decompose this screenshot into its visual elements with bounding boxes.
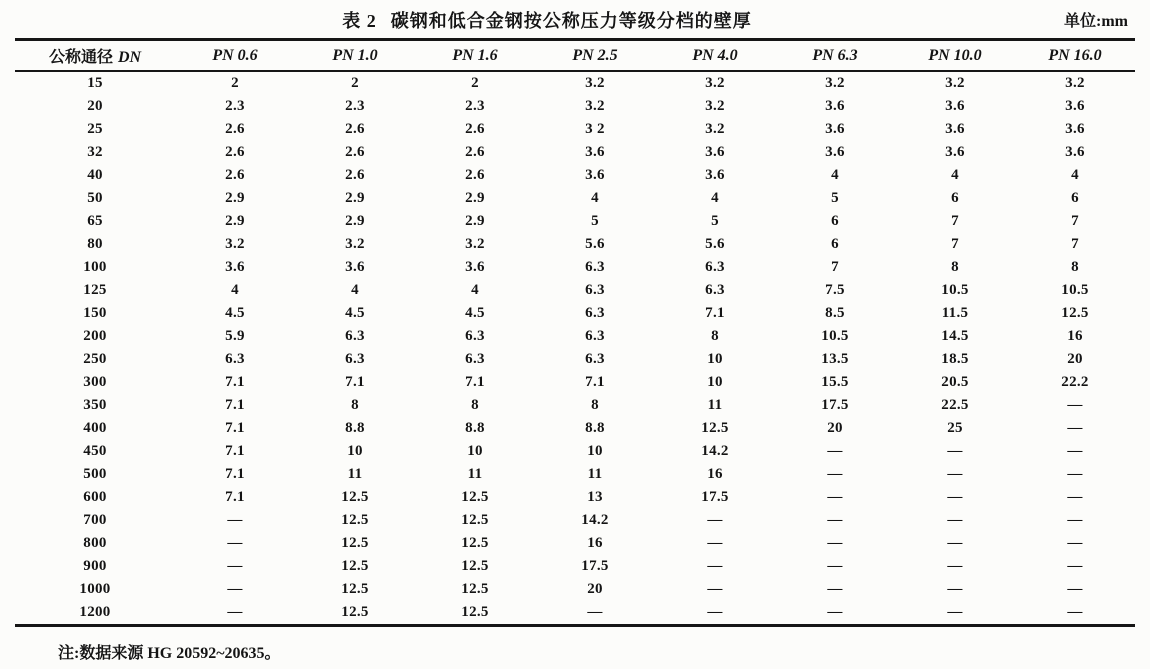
thickness-cell: — bbox=[227, 581, 243, 597]
table-row bbox=[15, 601, 1135, 626]
thickness-cell: 6.3 bbox=[705, 259, 725, 275]
dn-header-text: 公称通径 bbox=[48, 49, 113, 66]
thickness-cell: 13.5 bbox=[821, 351, 849, 367]
thickness-cell: 4 bbox=[711, 190, 719, 206]
title-row bbox=[0, 0, 1150, 38]
thickness-cell: 5 bbox=[831, 190, 839, 206]
thickness-cell: — bbox=[947, 512, 963, 528]
thickness-cell: 3.6 bbox=[945, 121, 965, 137]
thickness-cell: 3.2 bbox=[585, 75, 605, 91]
thickness-cell: — bbox=[1067, 581, 1083, 597]
unit-label: 单位:mm bbox=[1064, 13, 1128, 30]
thickness-cell: 17.5 bbox=[701, 489, 729, 505]
thickness-cell: 3.2 bbox=[225, 236, 245, 252]
table-row bbox=[15, 233, 1135, 256]
thickness-cell: 2.9 bbox=[225, 213, 245, 229]
thickness-cell: — bbox=[175, 601, 295, 626]
thickness-cell: 6.3 bbox=[465, 351, 485, 367]
thickness-cell: 2 bbox=[471, 75, 479, 91]
thickness-cell: 11 bbox=[707, 397, 723, 413]
thickness-cell: 8.5 bbox=[825, 305, 845, 321]
dn-cell: 80 bbox=[87, 236, 103, 252]
thickness-cell: 3.6 bbox=[585, 167, 605, 183]
thickness-cell: — bbox=[947, 535, 963, 551]
thickness-cell: 2 bbox=[231, 75, 239, 91]
table-row bbox=[15, 141, 1135, 164]
dn-cell: 50 bbox=[87, 190, 103, 206]
thickness-cell: 7.1 bbox=[705, 305, 725, 321]
thickness-cell: — bbox=[827, 558, 843, 574]
thickness-cell: 7.1 bbox=[585, 374, 605, 390]
thickness-cell: 12.5 bbox=[415, 601, 535, 626]
thickness-cell: 3.2 bbox=[585, 98, 605, 114]
table-row bbox=[15, 417, 1135, 440]
thickness-cell: 12.5 bbox=[1061, 305, 1089, 321]
table-row bbox=[15, 394, 1135, 417]
dn-cell: 300 bbox=[83, 374, 107, 390]
dn-cell: 450 bbox=[83, 443, 107, 459]
thickness-cell: 12.5 bbox=[461, 535, 489, 551]
thickness-cell: 20 bbox=[827, 420, 843, 436]
thickness-cell: 2.6 bbox=[465, 121, 485, 137]
thickness-cell: — bbox=[827, 535, 843, 551]
thickness-cell: 3.6 bbox=[945, 144, 965, 160]
thickness-cell: 7.1 bbox=[225, 397, 245, 413]
thickness-cell: 6.3 bbox=[585, 282, 605, 298]
dn-cell: 350 bbox=[83, 397, 107, 413]
thickness-cell: 3.2 bbox=[705, 121, 725, 137]
thickness-cell: 22.2 bbox=[1061, 374, 1089, 390]
thickness-cell: 6.3 bbox=[705, 282, 725, 298]
thickness-cell: 3.6 bbox=[825, 121, 845, 137]
thickness-cell: 2.9 bbox=[345, 213, 365, 229]
dn-cell: 65 bbox=[87, 213, 103, 229]
thickness-cell: — bbox=[707, 558, 723, 574]
thickness-cell: 5 bbox=[711, 213, 719, 229]
thickness-cell: 10 bbox=[707, 351, 723, 367]
thickness-cell: 2.6 bbox=[225, 144, 245, 160]
dn-cell: 20 bbox=[87, 98, 103, 114]
thickness-cell: — bbox=[227, 535, 243, 551]
table-row bbox=[15, 509, 1135, 532]
thickness-cell: 2.6 bbox=[345, 144, 365, 160]
thickness-cell: 6.3 bbox=[345, 351, 365, 367]
column-header-pn-16.0: PN 16.0 bbox=[1015, 40, 1135, 72]
thickness-cell: 3.6 bbox=[225, 259, 245, 275]
thickness-cell: — bbox=[895, 601, 1015, 626]
thickness-cell: 7 bbox=[951, 236, 959, 252]
table-title bbox=[0, 7, 1122, 33]
thickness-cell: 8 bbox=[351, 397, 359, 413]
thickness-cell: 12.5 bbox=[295, 601, 415, 626]
thickness-cell: 6.3 bbox=[465, 328, 485, 344]
thickness-cell: 2.9 bbox=[465, 213, 485, 229]
thickness-cell: 8.8 bbox=[465, 420, 485, 436]
thickness-cell: 14.2 bbox=[701, 443, 729, 459]
thickness-cell: 12.5 bbox=[701, 420, 729, 436]
thickness-cell: 11.5 bbox=[941, 305, 969, 321]
header-row bbox=[15, 40, 1135, 72]
column-header-pn-2.5: PN 2.5 bbox=[535, 40, 655, 72]
thickness-cell: 6.3 bbox=[585, 305, 605, 321]
thickness-cell: 7 bbox=[951, 213, 959, 229]
thickness-cell: 16 bbox=[707, 466, 723, 482]
thickness-cell: 20 bbox=[1067, 351, 1083, 367]
thickness-cell: 3.6 bbox=[705, 144, 725, 160]
thickness-cell: 3.6 bbox=[345, 259, 365, 275]
thickness-cell: 3.2 bbox=[1065, 75, 1085, 91]
dn-cell: 15 bbox=[87, 75, 103, 91]
table-row bbox=[15, 210, 1135, 233]
thickness-cell: 4 bbox=[351, 282, 359, 298]
thickness-cell: — bbox=[827, 466, 843, 482]
column-header-pn-0.6: PN 0.6 bbox=[175, 40, 295, 72]
thickness-cell: 7.1 bbox=[225, 420, 245, 436]
thickness-cell: 2.9 bbox=[465, 190, 485, 206]
thickness-cell: 17.5 bbox=[581, 558, 609, 574]
thickness-cell: 12.5 bbox=[461, 581, 489, 597]
thickness-cell: 3.6 bbox=[705, 167, 725, 183]
thickness-cell: 12.5 bbox=[461, 489, 489, 505]
thickness-cell: — bbox=[1067, 489, 1083, 505]
thickness-cell: 10.5 bbox=[1061, 282, 1089, 298]
thickness-cell: 2.6 bbox=[225, 167, 245, 183]
thickness-cell: 8 bbox=[591, 397, 599, 413]
thickness-cell: 14.5 bbox=[941, 328, 969, 344]
dn-cell: 1000 bbox=[79, 581, 111, 597]
thickness-cell: 8 bbox=[1071, 259, 1079, 275]
thickness-cell: 10.5 bbox=[941, 282, 969, 298]
wall-thickness-table bbox=[15, 38, 1135, 627]
thickness-cell: — bbox=[947, 581, 963, 597]
thickness-cell: — bbox=[1067, 420, 1083, 436]
table-row bbox=[15, 578, 1135, 601]
thickness-cell: — bbox=[707, 512, 723, 528]
dn-cell: 800 bbox=[83, 535, 107, 551]
table-row bbox=[15, 71, 1135, 95]
thickness-cell: 10.5 bbox=[821, 328, 849, 344]
thickness-cell: 2.6 bbox=[345, 121, 365, 137]
dn-cell: 32 bbox=[87, 144, 103, 160]
thickness-cell: 16 bbox=[1067, 328, 1083, 344]
dn-cell: 150 bbox=[83, 305, 107, 321]
thickness-cell: 2.3 bbox=[465, 98, 485, 114]
thickness-cell: — bbox=[827, 512, 843, 528]
dn-cell: 200 bbox=[83, 328, 107, 344]
thickness-cell: 7.1 bbox=[225, 374, 245, 390]
thickness-cell: 6 bbox=[1071, 190, 1079, 206]
thickness-cell: 4 bbox=[831, 167, 839, 183]
thickness-cell: 12.5 bbox=[461, 512, 489, 528]
thickness-cell: 14.2 bbox=[581, 512, 609, 528]
thickness-cell: 4.5 bbox=[345, 305, 365, 321]
thickness-cell: 11 bbox=[587, 466, 603, 482]
thickness-cell: — bbox=[707, 535, 723, 551]
thickness-cell: 10 bbox=[707, 374, 723, 390]
dn-cell: 40 bbox=[87, 167, 103, 183]
thickness-cell: 3.6 bbox=[1065, 121, 1085, 137]
table-note: 注:数据来源 HG 20592~20635。 bbox=[58, 645, 281, 662]
thickness-cell: 3.2 bbox=[705, 75, 725, 91]
dn-cell: 500 bbox=[83, 466, 107, 482]
dn-cell: 25 bbox=[87, 121, 103, 137]
thickness-cell: 2.3 bbox=[345, 98, 365, 114]
thickness-cell: 7.1 bbox=[225, 443, 245, 459]
dn-cell: 600 bbox=[83, 489, 107, 505]
table-row bbox=[15, 302, 1135, 325]
thickness-cell: 8.8 bbox=[345, 420, 365, 436]
thickness-cell: 5 bbox=[591, 213, 599, 229]
thickness-cell: 4 bbox=[231, 282, 239, 298]
table-row bbox=[15, 279, 1135, 302]
thickness-cell: — bbox=[947, 466, 963, 482]
thickness-cell: — bbox=[947, 443, 963, 459]
thickness-cell: 15.5 bbox=[821, 374, 849, 390]
thickness-cell: — bbox=[827, 443, 843, 459]
thickness-cell: 6.3 bbox=[345, 328, 365, 344]
thickness-cell: — bbox=[827, 581, 843, 597]
thickness-cell: 12.5 bbox=[341, 489, 369, 505]
thickness-cell: 6.3 bbox=[585, 351, 605, 367]
table-row bbox=[15, 486, 1135, 509]
thickness-cell: 6.3 bbox=[225, 351, 245, 367]
table-title-text: 碳钢和低合金钢按公称压力等级分档的壁厚 bbox=[390, 11, 752, 31]
thickness-cell: 4 bbox=[951, 167, 959, 183]
thickness-cell: 4 bbox=[591, 190, 599, 206]
table-row bbox=[15, 325, 1135, 348]
thickness-cell: — bbox=[1067, 443, 1083, 459]
thickness-cell: 12.5 bbox=[341, 581, 369, 597]
thickness-cell: 2 bbox=[351, 75, 359, 91]
thickness-cell: 10 bbox=[467, 443, 483, 459]
thickness-cell: 5.9 bbox=[225, 328, 245, 344]
thickness-cell: — bbox=[947, 558, 963, 574]
thickness-cell: — bbox=[1067, 535, 1083, 551]
thickness-cell: — bbox=[827, 489, 843, 505]
thickness-cell: 5.6 bbox=[585, 236, 605, 252]
thickness-cell: 7.1 bbox=[345, 374, 365, 390]
thickness-cell: 7.1 bbox=[225, 489, 245, 505]
table-row bbox=[15, 348, 1135, 371]
thickness-cell: 7 bbox=[1071, 213, 1079, 229]
dn-cell: 400 bbox=[83, 420, 107, 436]
thickness-cell: 10 bbox=[587, 443, 603, 459]
thickness-cell: — bbox=[1067, 466, 1083, 482]
thickness-cell: 20.5 bbox=[941, 374, 969, 390]
thickness-cell: 3.6 bbox=[945, 98, 965, 114]
column-header-pn-4.0: PN 4.0 bbox=[655, 40, 775, 72]
column-header-dn bbox=[15, 40, 175, 72]
thickness-cell: 2.9 bbox=[345, 190, 365, 206]
table-row bbox=[15, 118, 1135, 141]
thickness-cell: — bbox=[655, 601, 775, 626]
thickness-cell: 7 bbox=[1071, 236, 1079, 252]
thickness-cell: 3.6 bbox=[1065, 144, 1085, 160]
table-row bbox=[15, 187, 1135, 210]
thickness-cell: 6.3 bbox=[585, 259, 605, 275]
thickness-cell: — bbox=[535, 601, 655, 626]
thickness-cell: 4 bbox=[1071, 167, 1079, 183]
thickness-cell: 11 bbox=[347, 466, 363, 482]
thickness-cell: 8 bbox=[471, 397, 479, 413]
table-row bbox=[15, 463, 1135, 486]
dn-cell: 700 bbox=[83, 512, 107, 528]
thickness-cell: 3.6 bbox=[585, 144, 605, 160]
column-header-pn-1.6: PN 1.6 bbox=[415, 40, 535, 72]
thickness-cell: 12.5 bbox=[341, 558, 369, 574]
table-row bbox=[15, 95, 1135, 118]
column-header-pn-1.0: PN 1.0 bbox=[295, 40, 415, 72]
dn-cell: 100 bbox=[83, 259, 107, 275]
thickness-cell: 3.2 bbox=[345, 236, 365, 252]
thickness-cell: — bbox=[1067, 512, 1083, 528]
thickness-cell: 18.5 bbox=[941, 351, 969, 367]
thickness-cell: 5.6 bbox=[705, 236, 725, 252]
thickness-cell: — bbox=[947, 489, 963, 505]
thickness-cell: 12.5 bbox=[461, 558, 489, 574]
thickness-cell: 2.9 bbox=[225, 190, 245, 206]
thickness-cell: 17.5 bbox=[821, 397, 849, 413]
thickness-cell: 3 2 bbox=[585, 121, 605, 137]
thickness-cell: 6.3 bbox=[585, 328, 605, 344]
table-row bbox=[15, 440, 1135, 463]
thickness-cell: 2.3 bbox=[225, 98, 245, 114]
thickness-cell: 3.6 bbox=[1065, 98, 1085, 114]
thickness-cell: 3.2 bbox=[465, 236, 485, 252]
thickness-cell: — bbox=[1067, 558, 1083, 574]
thickness-cell: 4.5 bbox=[225, 305, 245, 321]
thickness-cell: — bbox=[227, 512, 243, 528]
dn-cell: 250 bbox=[83, 351, 107, 367]
thickness-cell: 16 bbox=[587, 535, 603, 551]
thickness-cell: 2.6 bbox=[465, 144, 485, 160]
thickness-cell: — bbox=[775, 601, 895, 626]
thickness-cell: 6 bbox=[831, 236, 839, 252]
thickness-cell: 2.6 bbox=[225, 121, 245, 137]
thickness-cell: 10 bbox=[347, 443, 363, 459]
thickness-cell: 8 bbox=[951, 259, 959, 275]
thickness-cell: 3.6 bbox=[825, 98, 845, 114]
thickness-cell: 3.6 bbox=[465, 259, 485, 275]
thickness-cell: 7.5 bbox=[825, 282, 845, 298]
thickness-cell: 8.8 bbox=[585, 420, 605, 436]
column-header-pn-6.3: PN 6.3 bbox=[775, 40, 895, 72]
thickness-cell: 6 bbox=[951, 190, 959, 206]
table-row bbox=[15, 532, 1135, 555]
thickness-cell: 2.6 bbox=[345, 167, 365, 183]
thickness-cell: 6 bbox=[831, 213, 839, 229]
thickness-cell: 13 bbox=[587, 489, 603, 505]
table-number: 表 2 bbox=[342, 11, 377, 31]
dn-cell: 900 bbox=[83, 558, 107, 574]
thickness-cell: 20 bbox=[587, 581, 603, 597]
thickness-cell: 4 bbox=[471, 282, 479, 298]
thickness-cell: 7 bbox=[831, 259, 839, 275]
table-row bbox=[15, 371, 1135, 394]
table-body bbox=[15, 71, 1135, 626]
thickness-cell: 3.2 bbox=[945, 75, 965, 91]
table-row bbox=[15, 555, 1135, 578]
dn-cell: 1200 bbox=[15, 601, 175, 626]
thickness-cell: 2.6 bbox=[465, 167, 485, 183]
thickness-cell: 3.2 bbox=[705, 98, 725, 114]
thickness-cell: 3.6 bbox=[825, 144, 845, 160]
dn-cell: 125 bbox=[83, 282, 107, 298]
dn-header-symbol: DN bbox=[117, 49, 142, 66]
thickness-cell: — bbox=[707, 581, 723, 597]
thickness-cell: 12.5 bbox=[341, 512, 369, 528]
thickness-cell: 8 bbox=[711, 328, 719, 344]
thickness-cell: 25 bbox=[947, 420, 963, 436]
thickness-cell: — bbox=[1015, 601, 1135, 626]
thickness-cell: 7.1 bbox=[465, 374, 485, 390]
thickness-cell: 7.1 bbox=[225, 466, 245, 482]
thickness-cell: 12.5 bbox=[341, 535, 369, 551]
thickness-cell: 11 bbox=[467, 466, 483, 482]
table-row bbox=[15, 164, 1135, 187]
thickness-cell: 22.5 bbox=[941, 397, 969, 413]
thickness-cell: — bbox=[227, 558, 243, 574]
thickness-cell: 3.2 bbox=[825, 75, 845, 91]
thickness-cell: — bbox=[1067, 397, 1083, 413]
table-row bbox=[15, 256, 1135, 279]
thickness-cell: 4.5 bbox=[465, 305, 485, 321]
column-header-pn-10.0: PN 10.0 bbox=[895, 40, 1015, 72]
